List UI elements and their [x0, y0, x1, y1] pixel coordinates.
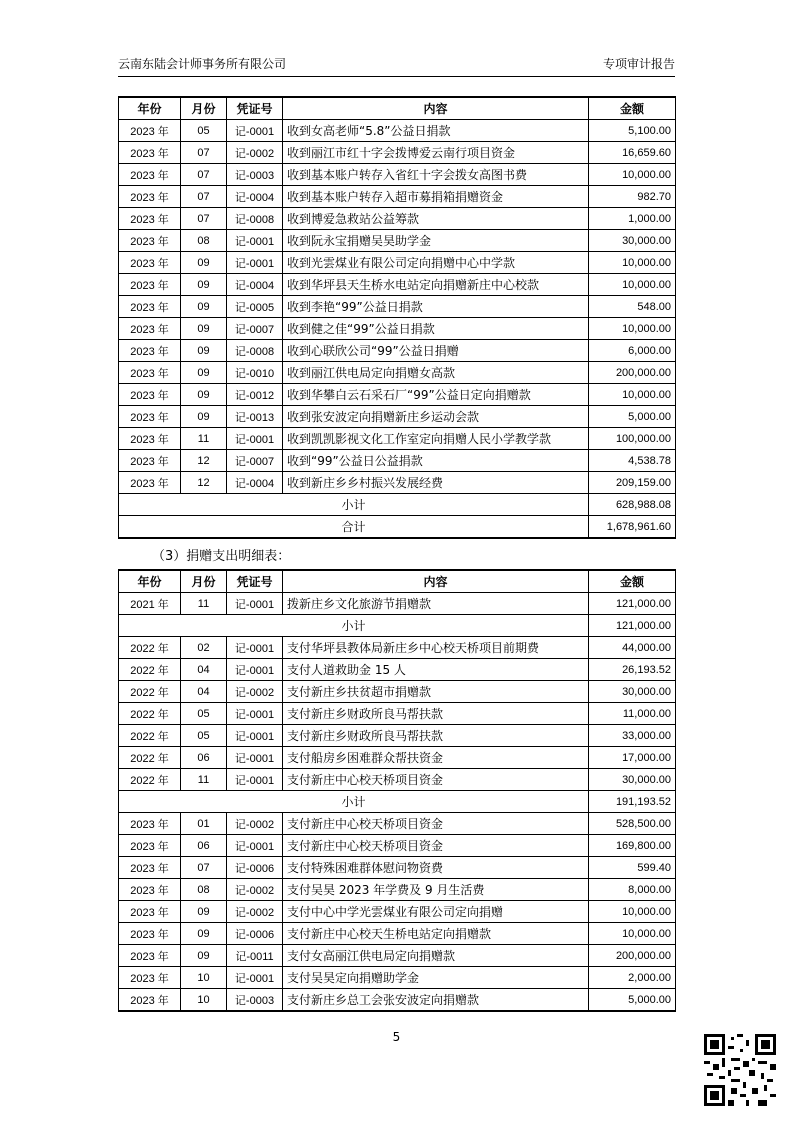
cell-desc: 收到华攀白云石采石厂“99”公益日定向捐赠款 — [283, 384, 589, 406]
cell-year: 2022 年 — [119, 769, 181, 791]
cell-amount: 528,500.00 — [589, 813, 676, 835]
cell-month: 06 — [181, 747, 227, 769]
table-row — [119, 340, 676, 362]
cell-amount: 10,000.00 — [589, 901, 676, 923]
table-row — [119, 967, 676, 989]
cell-month: 12 — [181, 450, 227, 472]
cell-month: 11 — [181, 428, 227, 450]
cell-amount: 121,000.00 — [589, 593, 676, 615]
column-header: 内容 — [283, 97, 589, 120]
cell-year: 2023 年 — [119, 923, 181, 945]
cell-desc: 支付新庄乡总工会张安波定向捐赠款 — [283, 989, 589, 1012]
table-row — [119, 835, 676, 857]
cell-year: 2023 年 — [119, 274, 181, 296]
cell-amount: 982.70 — [589, 186, 676, 208]
cell-month: 09 — [181, 945, 227, 967]
cell-year: 2023 年 — [119, 989, 181, 1012]
column-header: 年份 — [119, 570, 181, 593]
cell-voucher: 记-0006 — [227, 857, 283, 879]
cell-month: 04 — [181, 681, 227, 703]
cell-desc: 收到阮永宝捐赠吴昊助学金 — [283, 230, 589, 252]
total-row-label: 合计 — [119, 516, 589, 539]
cell-amount: 1,000.00 — [589, 208, 676, 230]
table-row — [119, 659, 676, 681]
cell-desc: 支付中心中学光雲煤业有限公司定向捐赠 — [283, 901, 589, 923]
subtotal-row-label: 小计 — [119, 791, 589, 813]
cell-amount: 10,000.00 — [589, 274, 676, 296]
cell-desc: 支付新庄中心校天桥项目资金 — [283, 813, 589, 835]
cell-month: 09 — [181, 362, 227, 384]
cell-desc: 收到张安波定向捐赠新庄乡运动会款 — [283, 406, 589, 428]
table-row — [119, 230, 676, 252]
page-number: 5 — [392, 1030, 401, 1044]
cell-desc: 支付特殊困难群体慰问物资费 — [283, 857, 589, 879]
cell-voucher: 记-0002 — [227, 879, 283, 901]
cell-desc: 支付华坪县教体局新庄乡中心校天桥项目前期费 — [283, 637, 589, 659]
donation-expense-table — [118, 569, 676, 1012]
cell-year: 2023 年 — [119, 813, 181, 835]
cell-amount: 16,659.60 — [589, 142, 676, 164]
cell-amount: 548.00 — [589, 296, 676, 318]
cell-desc: 支付新庄中心校天桥项目资金 — [283, 835, 589, 857]
cell-voucher: 记-0001 — [227, 769, 283, 791]
cell-voucher: 记-0004 — [227, 472, 283, 494]
cell-amount: 2,000.00 — [589, 967, 676, 989]
cell-voucher: 记-0008 — [227, 208, 283, 230]
cell-voucher: 记-0006 — [227, 923, 283, 945]
cell-voucher: 记-0001 — [227, 725, 283, 747]
cell-amount: 209,159.00 — [589, 472, 676, 494]
cell-amount: 10,000.00 — [589, 318, 676, 340]
cell-amount: 10,000.00 — [589, 384, 676, 406]
cell-desc: 支付新庄乡财政所良马帮扶款 — [283, 725, 589, 747]
cell-month: 07 — [181, 208, 227, 230]
cell-year: 2023 年 — [119, 406, 181, 428]
cell-desc: 支付吴昊 2023 年学费及 9 月生活费 — [283, 879, 589, 901]
cell-amount: 599.40 — [589, 857, 676, 879]
cell-year: 2023 年 — [119, 472, 181, 494]
cell-year: 2023 年 — [119, 208, 181, 230]
cell-amount: 11,000.00 — [589, 703, 676, 725]
cell-desc: 收到李艳“99”公益日捐款 — [283, 296, 589, 318]
total-row-amount: 1,678,961.60 — [589, 516, 676, 539]
cell-voucher: 记-0001 — [227, 747, 283, 769]
table-row — [119, 406, 676, 428]
table-row — [119, 681, 676, 703]
cell-amount: 200,000.00 — [589, 945, 676, 967]
cell-amount: 6,000.00 — [589, 340, 676, 362]
subtotal-row-amount: 628,988.08 — [589, 494, 676, 516]
column-header: 年份 — [119, 97, 181, 120]
table-row — [119, 142, 676, 164]
cell-month: 07 — [181, 857, 227, 879]
cell-amount: 169,800.00 — [589, 835, 676, 857]
table-row — [119, 252, 676, 274]
column-header: 凭证号 — [227, 97, 283, 120]
cell-voucher: 记-0001 — [227, 703, 283, 725]
cell-voucher: 记-0004 — [227, 274, 283, 296]
subtotal-row — [119, 494, 676, 516]
qr-code-icon — [704, 1034, 776, 1106]
cell-year: 2023 年 — [119, 857, 181, 879]
cell-month: 08 — [181, 230, 227, 252]
cell-voucher: 记-0001 — [227, 252, 283, 274]
table-row — [119, 747, 676, 769]
page-header — [118, 55, 675, 73]
cell-amount: 5,100.00 — [589, 120, 676, 142]
cell-desc: 支付新庄中心校天桥项目资金 — [283, 769, 589, 791]
column-header: 凭证号 — [227, 570, 283, 593]
cell-year: 2023 年 — [119, 230, 181, 252]
cell-amount: 10,000.00 — [589, 252, 676, 274]
cell-year: 2023 年 — [119, 164, 181, 186]
cell-amount: 26,193.52 — [589, 659, 676, 681]
report-type: 专项审计报告 — [602, 57, 675, 71]
cell-year: 2022 年 — [119, 747, 181, 769]
cell-desc: 收到丽江市红十字会拨博爱云南行项目资金 — [283, 142, 589, 164]
cell-voucher: 记-0001 — [227, 967, 283, 989]
cell-amount: 5,000.00 — [589, 406, 676, 428]
cell-month: 05 — [181, 120, 227, 142]
cell-desc: 收到基本账户转存入省红十字会拨女高图书费 — [283, 164, 589, 186]
cell-month: 09 — [181, 252, 227, 274]
cell-year: 2023 年 — [119, 340, 181, 362]
column-header: 内容 — [283, 570, 589, 593]
cell-amount: 17,000.00 — [589, 747, 676, 769]
cell-desc: 支付船房乡困难群众帮扶资金 — [283, 747, 589, 769]
cell-voucher: 记-0003 — [227, 164, 283, 186]
cell-amount: 30,000.00 — [589, 230, 676, 252]
table-row — [119, 725, 676, 747]
cell-amount: 30,000.00 — [589, 681, 676, 703]
cell-desc: 支付女高丽江供电局定向捐赠款 — [283, 945, 589, 967]
cell-voucher: 记-0007 — [227, 450, 283, 472]
cell-month: 09 — [181, 384, 227, 406]
cell-voucher: 记-0001 — [227, 593, 283, 615]
cell-year: 2022 年 — [119, 703, 181, 725]
cell-desc: 收到博爱急救站公益筹款 — [283, 208, 589, 230]
cell-month: 10 — [181, 989, 227, 1012]
cell-month: 09 — [181, 296, 227, 318]
cell-voucher: 记-0001 — [227, 120, 283, 142]
cell-year: 2022 年 — [119, 659, 181, 681]
table-row — [119, 384, 676, 406]
table-row — [119, 164, 676, 186]
cell-voucher: 记-0004 — [227, 186, 283, 208]
cell-amount: 44,000.00 — [589, 637, 676, 659]
cell-year: 2022 年 — [119, 681, 181, 703]
cell-month: 07 — [181, 142, 227, 164]
cell-month: 05 — [181, 703, 227, 725]
donation-income-table — [118, 96, 676, 539]
cell-year: 2023 年 — [119, 967, 181, 989]
cell-month: 06 — [181, 835, 227, 857]
cell-month: 09 — [181, 901, 227, 923]
cell-month: 09 — [181, 406, 227, 428]
cell-amount: 10,000.00 — [589, 164, 676, 186]
cell-month: 07 — [181, 186, 227, 208]
cell-year: 2023 年 — [119, 252, 181, 274]
cell-desc: 收到丽江供电局定向捐赠女高款 — [283, 362, 589, 384]
cell-voucher: 记-0013 — [227, 406, 283, 428]
cell-desc: 支付新庄中心校天生桥电站定向捐赠款 — [283, 923, 589, 945]
table-row — [119, 428, 676, 450]
table-row — [119, 362, 676, 384]
cell-voucher: 记-0002 — [227, 142, 283, 164]
cell-voucher: 记-0002 — [227, 813, 283, 835]
cell-desc: 支付人道救助金 15 人 — [283, 659, 589, 681]
table-row — [119, 296, 676, 318]
cell-year: 2022 年 — [119, 637, 181, 659]
cell-year: 2023 年 — [119, 384, 181, 406]
cell-desc: 收到健之佳“99”公益日捐款 — [283, 318, 589, 340]
table-row — [119, 857, 676, 879]
cell-year: 2022 年 — [119, 725, 181, 747]
cell-desc: 收到基本账户转存入超市募捐箱捐赠资金 — [283, 186, 589, 208]
cell-voucher: 记-0011 — [227, 945, 283, 967]
subtotal-row-amount: 191,193.52 — [589, 791, 676, 813]
cell-month: 11 — [181, 593, 227, 615]
cell-desc: 收到华坪县天生桥水电站定向捐赠新庄中心校款 — [283, 274, 589, 296]
cell-year: 2023 年 — [119, 879, 181, 901]
firm-name: 云南东陆会计师事务所有限公司 — [118, 57, 287, 71]
table-row — [119, 593, 676, 615]
table-row — [119, 450, 676, 472]
cell-desc: 收到凯凯影视文化工作室定向捐赠人民小学教学款 — [283, 428, 589, 450]
cell-voucher: 记-0001 — [227, 230, 283, 252]
column-header: 月份 — [181, 97, 227, 120]
cell-amount: 30,000.00 — [589, 769, 676, 791]
table-row — [119, 208, 676, 230]
cell-year: 2023 年 — [119, 318, 181, 340]
cell-desc: 支付新庄乡扶贫超市捐赠款 — [283, 681, 589, 703]
cell-month: 09 — [181, 274, 227, 296]
table-row — [119, 120, 676, 142]
cell-month: 08 — [181, 879, 227, 901]
table-row — [119, 901, 676, 923]
cell-desc: 支付吴昊定向捐赠助学金 — [283, 967, 589, 989]
table-row — [119, 637, 676, 659]
cell-year: 2023 年 — [119, 450, 181, 472]
cell-desc: 收到“99”公益日公益捐款 — [283, 450, 589, 472]
column-header: 金额 — [589, 97, 676, 120]
cell-year: 2023 年 — [119, 362, 181, 384]
cell-amount: 8,000.00 — [589, 879, 676, 901]
table-row — [119, 186, 676, 208]
cell-year: 2023 年 — [119, 296, 181, 318]
cell-month: 01 — [181, 813, 227, 835]
table-row — [119, 923, 676, 945]
cell-amount: 33,000.00 — [589, 725, 676, 747]
cell-voucher: 记-0010 — [227, 362, 283, 384]
table-row — [119, 989, 676, 1012]
cell-voucher: 记-0001 — [227, 428, 283, 450]
cell-year: 2023 年 — [119, 120, 181, 142]
cell-voucher: 记-0005 — [227, 296, 283, 318]
cell-voucher: 记-0012 — [227, 384, 283, 406]
cell-year: 2023 年 — [119, 428, 181, 450]
cell-year: 2023 年 — [119, 186, 181, 208]
cell-voucher: 记-0002 — [227, 901, 283, 923]
cell-year: 2023 年 — [119, 901, 181, 923]
column-header: 月份 — [181, 570, 227, 593]
section-title: （3）捐赠支出明细表： — [152, 549, 291, 564]
table-row — [119, 472, 676, 494]
cell-voucher: 记-0002 — [227, 681, 283, 703]
cell-voucher: 记-0001 — [227, 835, 283, 857]
cell-amount: 200,000.00 — [589, 362, 676, 384]
cell-month: 07 — [181, 164, 227, 186]
cell-year: 2023 年 — [119, 945, 181, 967]
cell-desc: 拨新庄乡文化旅游节捐赠款 — [283, 593, 589, 615]
subtotal-row-label: 小计 — [119, 494, 589, 516]
cell-year: 2023 年 — [119, 142, 181, 164]
table-row — [119, 945, 676, 967]
column-header: 金额 — [589, 570, 676, 593]
cell-year: 2021 年 — [119, 593, 181, 615]
total-row — [119, 516, 676, 539]
table-row — [119, 318, 676, 340]
cell-amount: 100,000.00 — [589, 428, 676, 450]
cell-month: 09 — [181, 923, 227, 945]
cell-desc: 收到心联欣公司“99”公益日捐赠 — [283, 340, 589, 362]
table-header-row — [119, 570, 676, 593]
table-row — [119, 769, 676, 791]
cell-month: 10 — [181, 967, 227, 989]
cell-desc: 收到新庄乡乡村振兴发展经费 — [283, 472, 589, 494]
table-row — [119, 813, 676, 835]
cell-voucher: 记-0001 — [227, 637, 283, 659]
cell-amount: 5,000.00 — [589, 989, 676, 1012]
subtotal-row — [119, 791, 676, 813]
cell-month: 11 — [181, 769, 227, 791]
header-rule — [118, 76, 675, 77]
subtotal-row-amount: 121,000.00 — [589, 615, 676, 637]
cell-desc: 收到光雲煤业有限公司定向捐赠中心中学款 — [283, 252, 589, 274]
cell-month: 12 — [181, 472, 227, 494]
cell-desc: 收到女高老师“5.8”公益日捐款 — [283, 120, 589, 142]
cell-voucher: 记-0007 — [227, 318, 283, 340]
cell-voucher: 记-0001 — [227, 659, 283, 681]
cell-month: 09 — [181, 340, 227, 362]
cell-month: 05 — [181, 725, 227, 747]
cell-desc: 支付新庄乡财政所良马帮扶款 — [283, 703, 589, 725]
subtotal-row — [119, 615, 676, 637]
cell-month: 02 — [181, 637, 227, 659]
cell-amount: 10,000.00 — [589, 923, 676, 945]
subtotal-row-label: 小计 — [119, 615, 589, 637]
table-row — [119, 703, 676, 725]
cell-month: 09 — [181, 318, 227, 340]
table-header-row — [119, 97, 676, 120]
cell-voucher: 记-0003 — [227, 989, 283, 1012]
cell-month: 04 — [181, 659, 227, 681]
cell-voucher: 记-0008 — [227, 340, 283, 362]
cell-amount: 4,538.78 — [589, 450, 676, 472]
table-row — [119, 274, 676, 296]
cell-year: 2023 年 — [119, 835, 181, 857]
table-row — [119, 879, 676, 901]
